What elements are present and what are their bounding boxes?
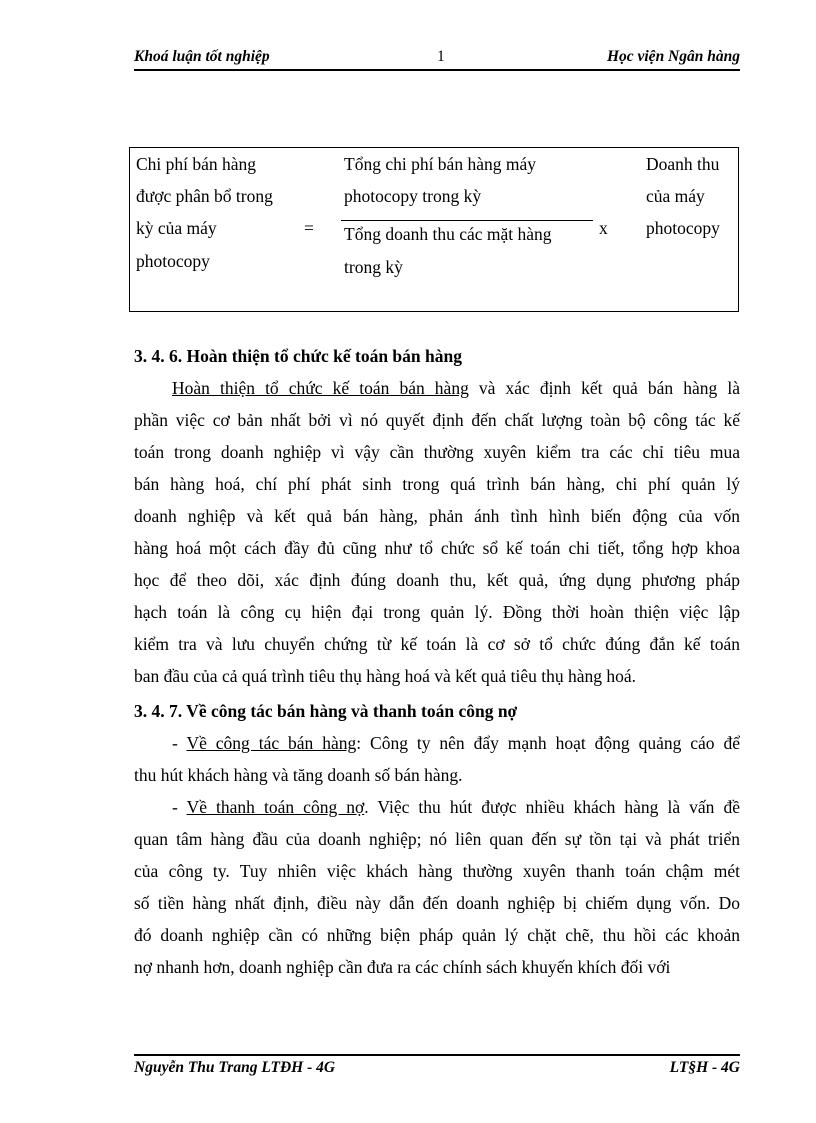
formula-rhs-line: Doanh thu (646, 154, 720, 174)
header-left-text: Khoá luận tốt nghiệp (134, 48, 270, 65)
debt-payment-label: Về thanh toán công nợ (186, 797, 365, 817)
paragraph-line (172, 378, 740, 399)
section-heading-346: 3. 4. 6. Hoàn thiện tổ chức kế toán bán hàng (134, 346, 462, 366)
formula-numerator-line: photocopy trong kỳ (344, 186, 482, 206)
paragraph-line: nợ nhanh hơn, doanh nghiệp cần đưa ra các chính sách khuyến khích đối với (134, 957, 671, 977)
paragraph-line: số tiền hàng nhất định, điều này dẫn đến doanh nghiệp bị chiếm dụng vốn. Do (134, 893, 740, 913)
header-rule (134, 69, 740, 71)
paragraph-line: học để theo dõi, xác định đúng doanh thu, kết quả, ứng dụng phương pháp (134, 570, 740, 590)
paragraph-line-rest: : Công ty nên đẩy mạnh hoạt động quảng cáo để (356, 733, 740, 753)
paragraph-line: đó doanh nghiệp cần có những biện pháp quản lý chặt chẽ, thu hồi các khoản (134, 925, 740, 945)
list-dash: - (172, 733, 187, 753)
footer-rule (134, 1054, 740, 1056)
page-footer (134, 1059, 740, 1079)
formula-lhs-line: Chi phí bán hàng (136, 154, 257, 174)
paragraph-line: thu hút khách hàng và tăng doanh số bán hàng. (134, 765, 463, 785)
formula-numerator-line: Tổng chi phí bán hàng máy (344, 154, 536, 174)
formula-rhs-line: của máy (646, 186, 705, 206)
formula-denominator-line: trong kỳ (344, 257, 403, 277)
formula-lhs-line: kỳ của máy (136, 218, 217, 238)
formula-lhs-line: photocopy (136, 251, 210, 271)
paragraph-line: toán trong doanh nghiệp vì vậy cần thường xuyên kiểm tra các chỉ tiêu mua (134, 442, 740, 462)
footer-author: Nguyễn Thu Trang LTĐH - 4G (134, 1059, 336, 1076)
paragraph-line-rest: . Việc thu hút được nhiều khách hàng là vấn đề (364, 797, 740, 817)
paragraph-line: ban đầu của cả quá trình tiêu thụ hàng hoá và kết quả tiêu thụ hàng hoá. (134, 666, 636, 686)
paragraph-line: phần việc cơ bản nhất bởi vì nó quyết định đến chất lượng toàn bộ công tác kế (134, 410, 740, 430)
paragraph-line: kiểm tra và lưu chuyển chứng từ kế toán là cơ sở tổ chức đúng đắn kế toán (134, 634, 740, 654)
paragraph-line: bán hàng hoá, chí phí phát sinh trong quá trình bán hàng, chi phí quản lý (134, 474, 740, 494)
formula-denominator-line: Tổng doanh thu các mặt hàng (344, 224, 552, 244)
formula-rhs-line: photocopy (646, 218, 720, 238)
formula-lhs-line: được phân bổ trong (136, 186, 273, 206)
page-number: 1 (437, 48, 445, 65)
paragraph-line (172, 797, 740, 818)
paragraph-line-rest: và xác định kết quả bán hàng là (468, 378, 740, 398)
paragraph-line: hạch toán là công cụ hiện đại trong quản lý. Đồng thời hoàn thiện việc lập (134, 602, 740, 622)
section-heading-347: 3. 4. 7. Về công tác bán hàng và thanh toán công nợ (134, 701, 518, 721)
formula-equals-sign: = (304, 218, 314, 238)
paragraph-line: hàng hoá một cách đầy đủ cũng như tổ chức sổ kế toán chi tiết, tổng hợp khoa (134, 538, 740, 558)
paragraph-line: của công ty. Tuy nhiên việc khách hàng thường xuyên thanh toán chậm mét (134, 861, 740, 881)
paragraph-line (172, 733, 740, 754)
paragraph-line: quan tâm hàng đầu của doanh nghiệp; nó liên quan đến sự tồn tại và phát triển (134, 829, 740, 849)
footer-class-code: LT§H - 4G (669, 1059, 740, 1076)
paragraph-line: doanh nghiệp và kết quả bán hàng, phản ánh tình hình biến động của vốn (134, 506, 740, 526)
list-dash: - (172, 797, 187, 817)
allocation-formula-box (129, 147, 739, 312)
section-346-underlined-phrase: Hoàn thiện tổ chức kế toán bán hàng (172, 378, 469, 398)
sales-work-label: Về công tác bán hàng (186, 733, 357, 753)
formula-times-sign: x (599, 218, 608, 238)
fraction-bar (341, 220, 593, 221)
header-right-text: Học viện Ngân hàng (606, 48, 740, 65)
page-header (134, 48, 740, 68)
